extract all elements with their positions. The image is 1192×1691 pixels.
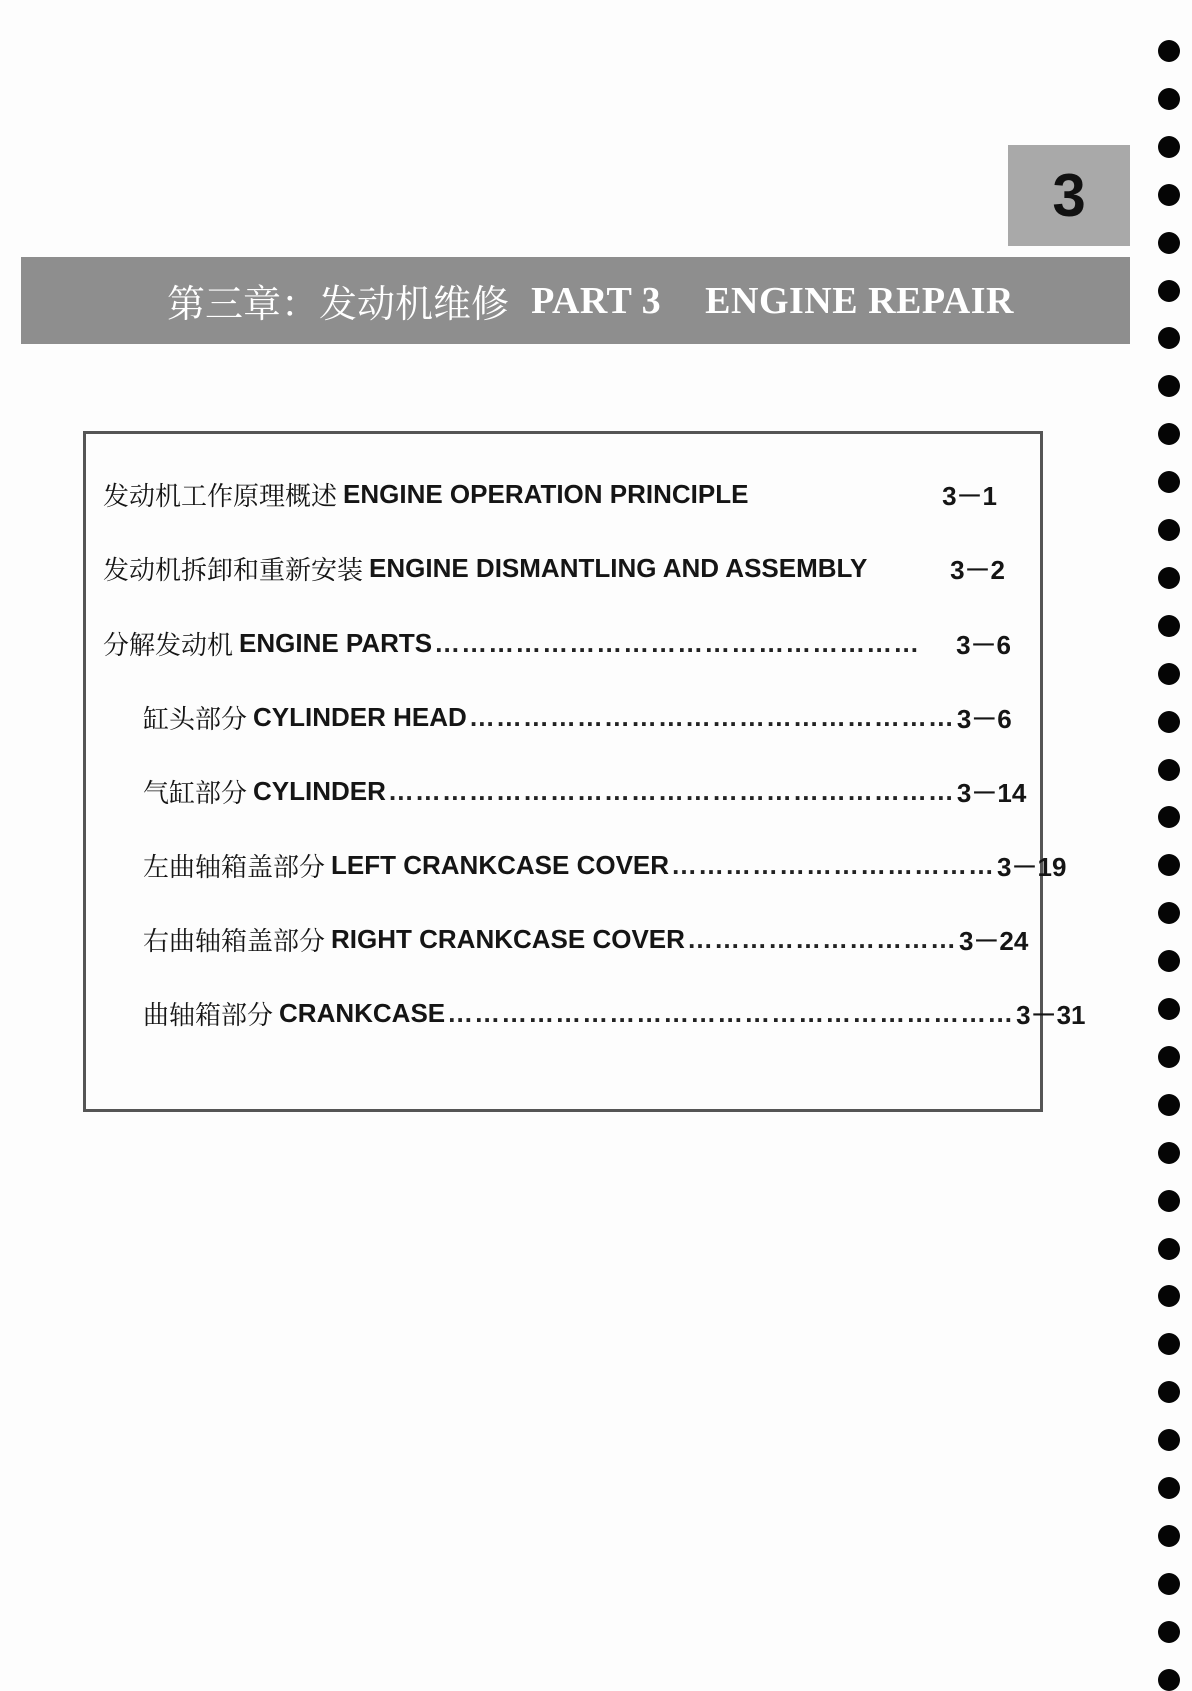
binding-hole — [1158, 1333, 1180, 1355]
binding-hole — [1158, 1046, 1180, 1068]
toc-entry-page: 3－1 — [942, 480, 997, 511]
toc-leader-dots: ……………………………………………… — [434, 627, 921, 658]
toc-entry-en: CYLINDER HEAD — [253, 701, 467, 732]
binding-hole — [1158, 1190, 1180, 1212]
binding-hole — [1158, 232, 1180, 254]
binding-hole — [1158, 615, 1180, 637]
binding-hole — [1158, 280, 1180, 302]
binding-hole — [1158, 950, 1180, 972]
binding-hole — [1158, 711, 1180, 733]
toc-entry-page: 3－24 — [958, 925, 1029, 956]
toc-entry-cn: 分解发动机 — [103, 630, 234, 661]
toc-entry-engine-parts[interactable] — [103, 623, 1023, 663]
toc-entry-page: 3－6 — [956, 629, 1011, 660]
toc-entry-en: ENGINE PARTS — [239, 627, 433, 658]
chapter-title-en — [531, 279, 1014, 323]
toc-entry-left-crankcase-cover[interactable] — [143, 845, 1067, 885]
table-of-contents — [83, 431, 1086, 1112]
toc-entry-page: 3－14 — [956, 777, 1027, 808]
toc-leader-dots: ……………………………………………………… — [387, 775, 955, 806]
binding-hole — [1158, 1094, 1180, 1116]
binding-holes — [1158, 40, 1182, 1670]
binding-hole — [1158, 1525, 1180, 1547]
toc-entry-cn: 气缸部分 — [143, 778, 248, 809]
binding-hole — [1158, 184, 1180, 206]
chapter-title-name: ENGINE REPAIR — [705, 279, 1014, 322]
binding-hole — [1158, 471, 1180, 493]
binding-hole — [1158, 1429, 1180, 1451]
binding-hole — [1158, 375, 1180, 397]
toc-entry-page: 3－2 — [950, 554, 1005, 585]
toc-entry-page: 3－6 — [956, 703, 1012, 734]
toc-entry-cn: 发动机工作原理概述 — [103, 481, 338, 512]
toc-entry-cn: 缸头部分 — [143, 704, 248, 735]
toc-entry-cylinder-head[interactable] — [143, 697, 1012, 737]
binding-hole — [1158, 1238, 1180, 1260]
toc-entry-en: LEFT CRANKCASE COVER — [331, 849, 670, 880]
binding-hole — [1158, 806, 1180, 828]
toc-entry-crankcase[interactable] — [143, 993, 1086, 1033]
toc-entry-en: RIGHT CRANKCASE COVER — [331, 923, 685, 954]
toc-entry-page: 3－31 — [1016, 999, 1086, 1030]
toc-leader-dots: ……………………………………………………… — [447, 997, 1015, 1028]
toc-entry-right-crankcase-cover[interactable] — [143, 919, 1029, 959]
toc-leader-dots: ……………………………… — [671, 849, 996, 880]
chapter-title-banner — [21, 257, 1130, 344]
toc-entry-cylinder[interactable] — [143, 771, 1027, 811]
binding-hole — [1158, 40, 1180, 62]
binding-hole — [1158, 998, 1180, 1020]
chapter-title-part: PART 3 — [531, 279, 662, 322]
binding-hole — [1158, 136, 1180, 158]
toc-entry-cn: 发动机拆卸和重新安装 — [103, 555, 364, 586]
toc-entry-cn: 曲轴箱部分 — [143, 1000, 274, 1031]
chapter-number-tab — [1008, 145, 1130, 246]
toc-entry-en: ENGINE DISMANTLING AND ASSEMBLY — [369, 552, 868, 583]
chapter-title-cn: 第三章：发动机维修 — [167, 282, 510, 326]
binding-hole — [1158, 423, 1180, 445]
toc-entry-en: CRANKCASE — [279, 997, 446, 1028]
binding-hole — [1158, 1285, 1180, 1307]
binding-hole — [1158, 759, 1180, 781]
binding-hole — [1158, 902, 1180, 924]
binding-hole — [1158, 854, 1180, 876]
toc-leader-dots: ………………………… — [686, 923, 957, 954]
binding-hole — [1158, 1621, 1180, 1643]
binding-hole — [1158, 1669, 1180, 1691]
binding-hole — [1158, 1381, 1180, 1403]
binding-hole — [1158, 1477, 1180, 1499]
binding-hole — [1158, 327, 1180, 349]
chapter-number: 3 — [1052, 162, 1086, 229]
toc-entry-operation-principle[interactable] — [103, 474, 1023, 514]
toc-entry-dismantling-assembly[interactable] — [103, 548, 1023, 588]
binding-hole — [1158, 519, 1180, 541]
toc-entry-en: ENGINE OPERATION PRINCIPLE — [343, 478, 749, 509]
binding-hole — [1158, 663, 1180, 685]
toc-entry-page: 3－19 — [997, 851, 1067, 882]
binding-hole — [1158, 1573, 1180, 1595]
toc-entry-cn: 右曲轴箱盖部分 — [143, 926, 326, 957]
toc-entry-cn: 左曲轴箱盖部分 — [143, 852, 326, 883]
toc-entry-en: CYLINDER — [253, 775, 386, 806]
toc-leader-dots: ……………………………………………… — [468, 701, 955, 732]
binding-hole — [1158, 88, 1180, 110]
binding-hole — [1158, 1142, 1180, 1164]
binding-hole — [1158, 567, 1180, 589]
